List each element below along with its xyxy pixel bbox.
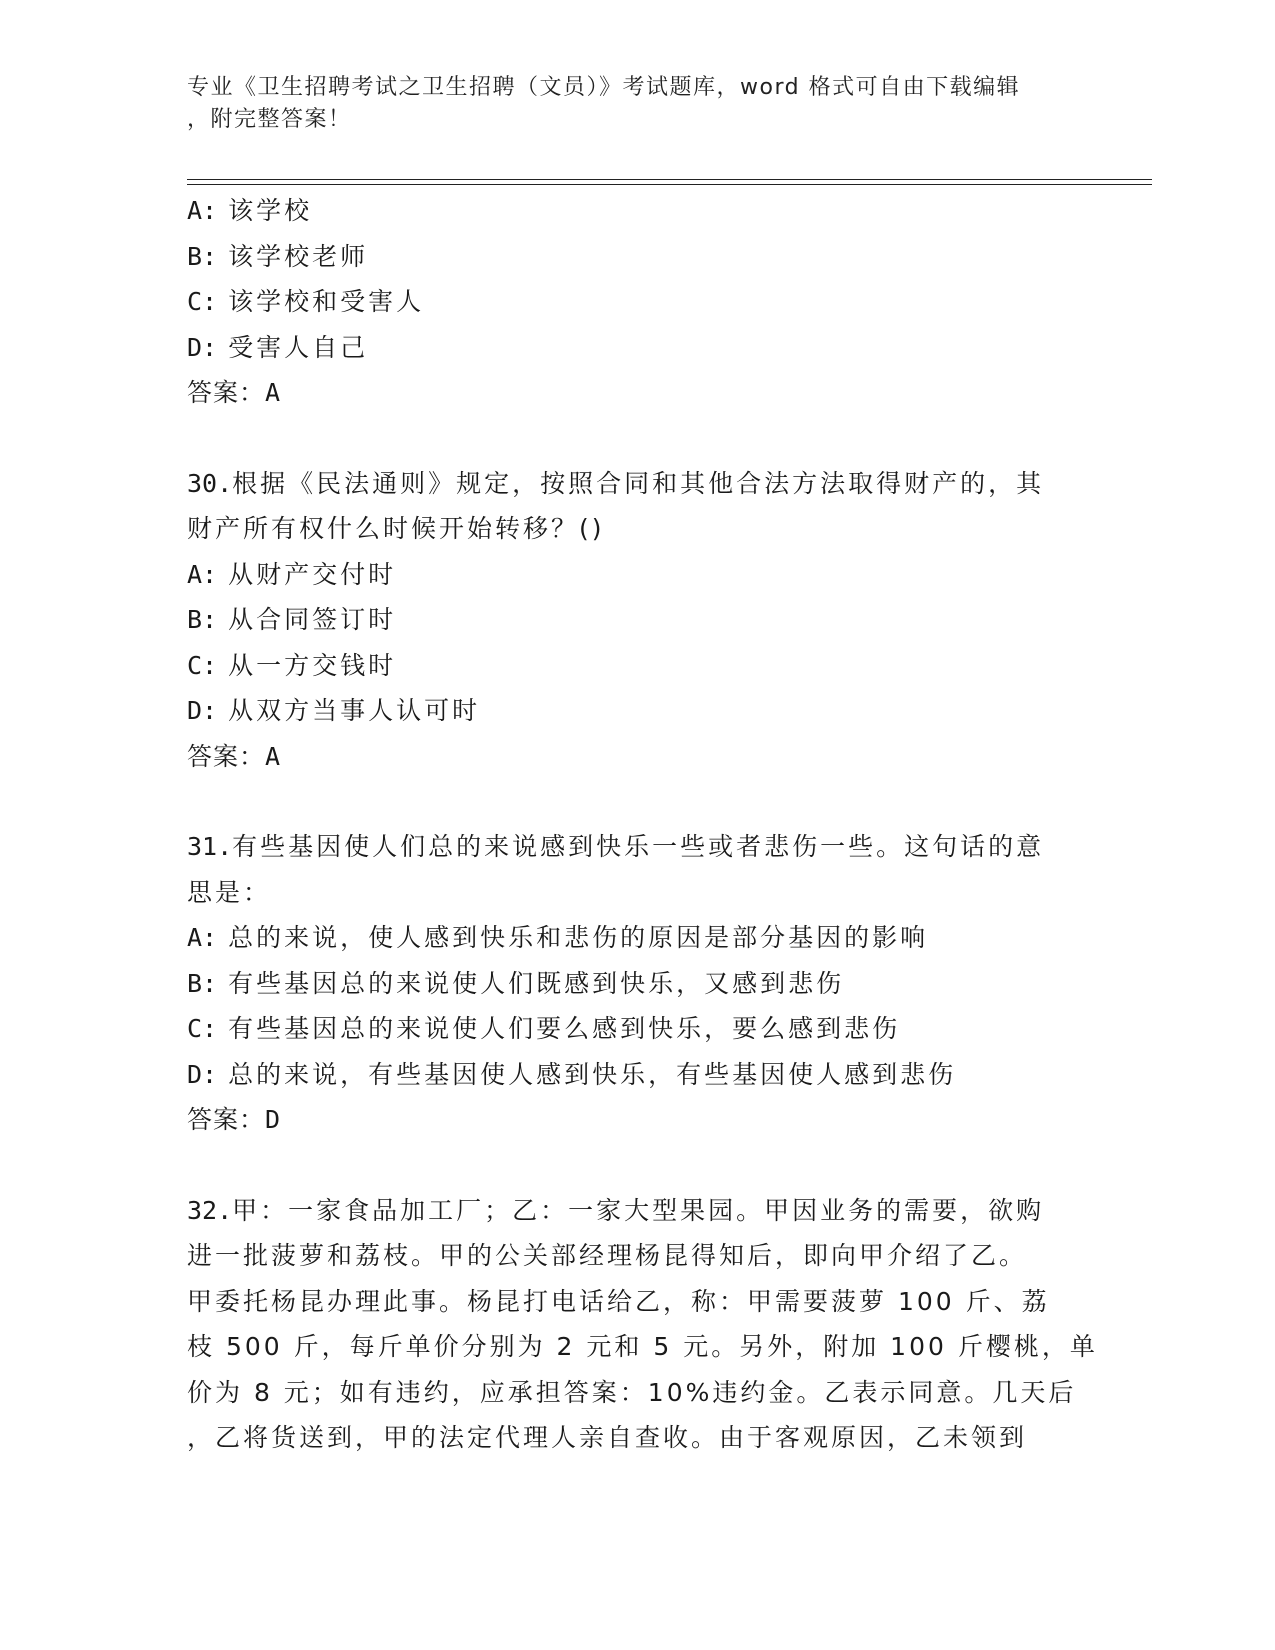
question-stem-cont: 甲委托杨昆办理此事。杨昆打电话给乙，称：甲需要菠萝 100 斤、荔 [187, 1286, 1050, 1316]
header-line-2: ，附完整答案！ [187, 107, 352, 132]
option-b: B: 有些基因总的来说使人们既感到快乐，又感到悲伤 [187, 968, 845, 998]
option-a: A: 从财产交付时 [187, 559, 397, 589]
option-b: B: 该学校老师 [187, 241, 369, 271]
option-c: C: 从一方交钱时 [187, 650, 397, 680]
question-stem: 30.根据《民法通则》规定，按照合同和其他合法方法取得财产的，其 [187, 468, 1045, 498]
question-stem-cont: 思是： [187, 877, 272, 907]
question-stem-cont: 价为 8 元；如有违约，应承担答案：10%违约金。乙表示同意。几天后 [187, 1377, 1077, 1407]
header-divider-bottom [187, 184, 1152, 185]
header-line-1: 专业《卫生招聘考试之卫生招聘（文员）》考试题库，word 格式可自由下载编辑 [187, 75, 1021, 100]
question-stem-cont: 枝 500 斤，每斤单价分别为 2 元和 5 元。另外，附加 100 斤樱桃，单 [187, 1332, 1098, 1361]
question-31 [187, 824, 1087, 1143]
header-divider-top [187, 179, 1152, 180]
option-a: A: 该学校 [187, 196, 313, 225]
option-a: A: 总的来说，使人感到快乐和悲伤的原因是部分基因的影响 [187, 923, 929, 952]
question-stem-cont: 进一批菠萝和荔枝。甲的公关部经理杨昆得知后，即向甲介绍了乙。 [187, 1241, 1028, 1270]
question-stem: 32.甲：一家食品加工厂；乙：一家大型果园。甲因业务的需要，欲购 [187, 1195, 1045, 1225]
answer-line: 答案：A [187, 741, 281, 771]
question-29 [187, 188, 1087, 416]
document-header [187, 72, 1087, 136]
option-d: D: 受害人自己 [187, 332, 369, 362]
question-stem: 31.有些基因使人们总的来说感到快乐一些或者悲伤一些。这句话的意 [187, 832, 1045, 861]
answer-line: 答案：D [187, 1105, 281, 1134]
question-stem-cont: 财产所有权什么时候开始转移？() [187, 514, 605, 543]
question-30 [187, 461, 1087, 780]
option-b: B: 从合同签订时 [187, 605, 397, 634]
option-c: C: 该学校和受害人 [187, 287, 425, 316]
answer-line: 答案：A [187, 378, 281, 407]
option-d: D: 总的来说，有些基因使人感到快乐，有些基因使人感到悲伤 [187, 1059, 957, 1089]
question-32 [187, 1188, 1098, 1461]
question-stem-cont: ，乙将货送到，甲的法定代理人亲自查收。由于客观原因，乙未领到 [187, 1423, 1028, 1452]
option-d: D: 从双方当事人认可时 [187, 696, 481, 725]
question-content [187, 188, 1098, 1461]
option-c: C: 有些基因总的来说使人们要么感到快乐，要么感到悲伤 [187, 1014, 901, 1043]
